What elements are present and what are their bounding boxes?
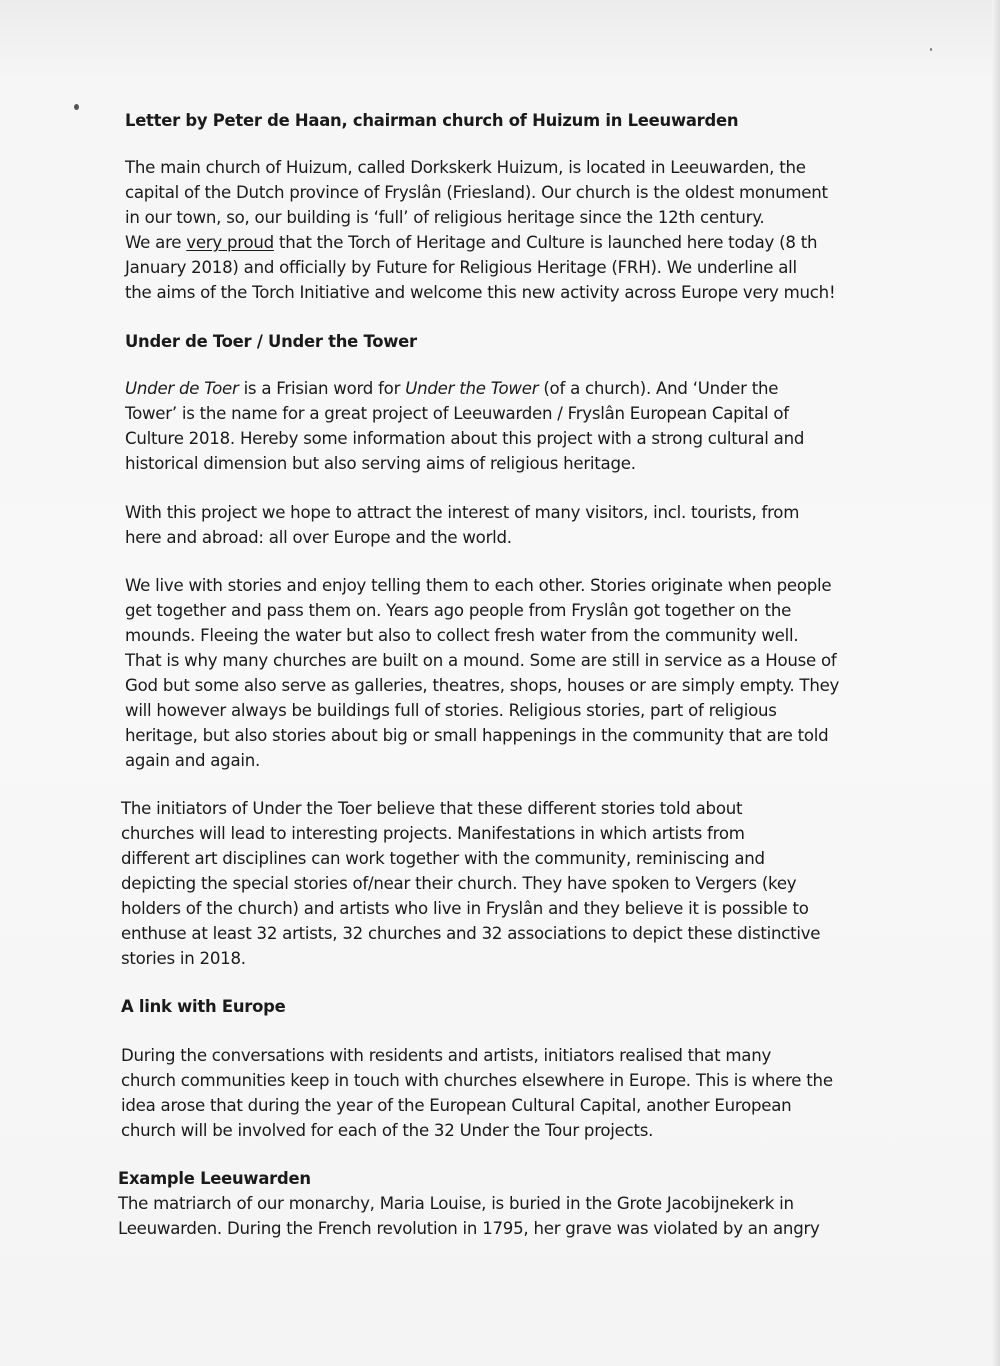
text-line: idea arose that during the year of the European Cultural Capital, another European xyxy=(121,1096,792,1115)
text-line: The initiators of Under the Toer believe that these different stories told about xyxy=(121,799,743,818)
underlined-text: very proud xyxy=(186,233,274,252)
text-line xyxy=(125,379,778,398)
text-line: churches will lead to interesting projects. Manifestations in which artists from xyxy=(121,824,745,843)
paper-edge xyxy=(992,0,1000,1366)
text-line: We live with stories and enjoy telling them to each other. Stories originate when people xyxy=(125,576,832,595)
text-line: God but some also serve as galleries, theatres, shops, houses or are simply empty. They xyxy=(125,676,840,695)
text-line: church communities keep in touch with churches elsewhere in Europe. This is where the xyxy=(121,1071,833,1090)
text-span: is a Frisian word for xyxy=(238,379,406,398)
section-heading-under-the-tower: Under de Toer / Under the Tower xyxy=(125,332,417,351)
text-line: get together and pass them on. Years ago people from Fryslân got together on the xyxy=(125,601,792,620)
text-span: that the Torch of Heritage and Culture is launched here today (8 th xyxy=(273,233,818,252)
text-line: During the conversations with residents and artists, initiators realised that many xyxy=(121,1046,772,1065)
text-line: Leeuwarden. During the French revolution in 1795, her grave was violated by an angry xyxy=(118,1219,820,1238)
text-line: the aims of the Torch Initiative and welcome this new activity across Europe very much! xyxy=(125,283,836,302)
text-span: (of a church). And ‘Under the xyxy=(538,379,779,398)
text-line: here and abroad: all over Europe and the world. xyxy=(125,528,512,547)
text-line: again and again. xyxy=(125,751,261,770)
text-line: heritage, but also stories about big or small happenings in the community that are told xyxy=(125,726,829,745)
text-line: That is why many churches are built on a mound. Some are still in service as a House of xyxy=(125,651,837,670)
text-line: January 2018) and officially by Future for Religious Heritage (FRH). We underline all xyxy=(125,258,797,277)
text-line xyxy=(125,233,817,252)
italic-text: Under de Toer xyxy=(125,379,239,398)
text-line: church will be involved for each of the 32 Under the Tour projects. xyxy=(121,1121,654,1140)
text-line: in our town, so, our building is ‘full’ of religious heritage since the 12th century. xyxy=(125,208,765,227)
text-line: enthuse at least 32 artists, 32 churches and 32 associations to depict these distinctive xyxy=(121,924,821,943)
text-line: different art disciplines can work together with the community, reminiscing and xyxy=(121,849,765,868)
text-line: historical dimension but also serving aims of religious heritage. xyxy=(125,454,636,473)
section-heading-example-leeuwarden: Example Leeuwarden xyxy=(118,1169,311,1188)
text-line: Culture 2018. Hereby some information about this project with a strong cultural and xyxy=(125,429,805,448)
text-line: holders of the church) and artists who live in Fryslân and they believe it is possible to xyxy=(121,899,809,918)
ink-speck xyxy=(930,48,932,51)
text-line: depicting the special stories of/near their church. They have spoken to Vergers (key xyxy=(121,874,797,893)
text-line: mounds. Fleeing the water but also to collect fresh water from the community well. xyxy=(125,626,799,645)
section-heading-link-with-europe: A link with Europe xyxy=(121,997,286,1016)
text-line: Tower’ is the name for a great project of Leeuwarden / Fryslân European Capital of xyxy=(125,404,789,423)
text-line: The main church of Huizum, called Dorkskerk Huizum, is located in Leeuwarden, the xyxy=(125,158,806,177)
text-line: The matriarch of our monarchy, Maria Louise, is buried in the Grote Jacobijnekerk in xyxy=(118,1194,794,1213)
text-span: We are xyxy=(125,233,187,252)
text-line: stories in 2018. xyxy=(121,949,246,968)
text-line: With this project we hope to attract the interest of many visitors, incl. tourists, from xyxy=(125,503,800,522)
text-line: capital of the Dutch province of Fryslân (Friesland). Our church is the oldest monument xyxy=(125,183,828,202)
text-line: will however always be buildings full of stories. Religious stories, part of religious xyxy=(125,701,777,720)
ink-speck xyxy=(74,104,79,110)
letter-title: Letter by Peter de Haan, chairman church of Huizum in Leeuwarden xyxy=(125,111,739,130)
italic-text: Under the Tower xyxy=(405,379,539,398)
